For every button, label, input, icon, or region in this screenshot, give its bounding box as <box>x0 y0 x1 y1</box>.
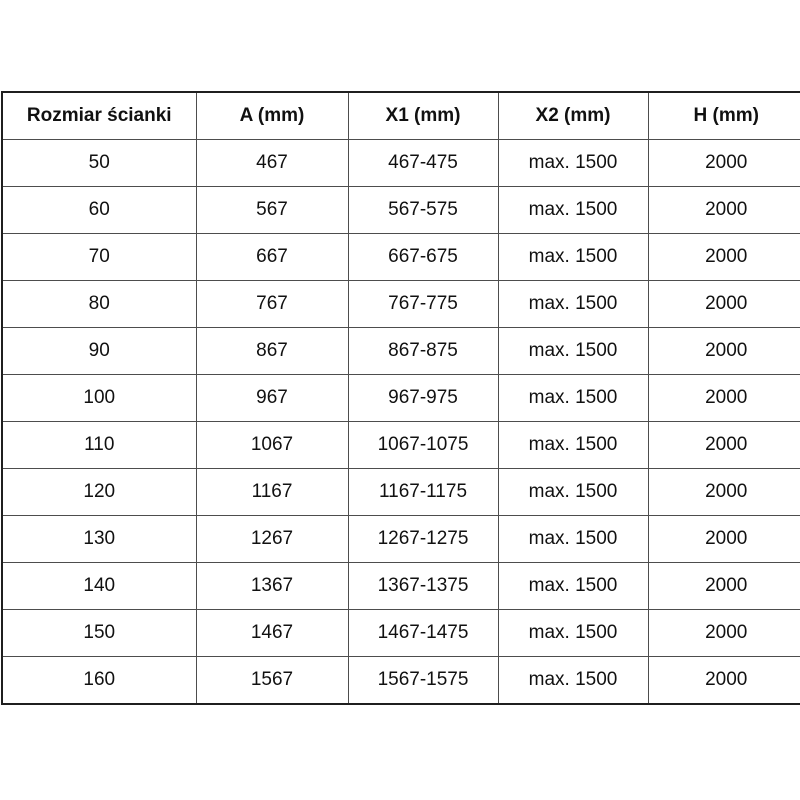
table-cell: 2000 <box>648 422 800 469</box>
table-cell: 867 <box>196 328 348 375</box>
table-cell: 110 <box>2 422 196 469</box>
table-cell: 767-775 <box>348 281 498 328</box>
table-cell: 2000 <box>648 328 800 375</box>
table-cell: 1267 <box>196 516 348 563</box>
table-cell: max. 1500 <box>498 140 648 187</box>
table-cell: max. 1500 <box>498 328 648 375</box>
table-cell: max. 1500 <box>498 187 648 234</box>
table-row <box>2 422 800 469</box>
table-cell: 567 <box>196 187 348 234</box>
table-cell: 1367-1375 <box>348 563 498 610</box>
table-cell: 2000 <box>648 375 800 422</box>
header-row <box>2 92 800 140</box>
table-cell: 2000 <box>648 563 800 610</box>
table-cell: max. 1500 <box>498 375 648 422</box>
table-cell: 60 <box>2 187 196 234</box>
column-header-h: H (mm) <box>648 92 800 140</box>
table-cell: 130 <box>2 516 196 563</box>
table-cell: 967-975 <box>348 375 498 422</box>
table-cell: 100 <box>2 375 196 422</box>
table-cell: 80 <box>2 281 196 328</box>
table-cell: 767 <box>196 281 348 328</box>
table-cell: 2000 <box>648 610 800 657</box>
table-row <box>2 657 800 705</box>
table-row <box>2 469 800 516</box>
table-cell: max. 1500 <box>498 281 648 328</box>
table-cell: 1367 <box>196 563 348 610</box>
table-cell: 1467 <box>196 610 348 657</box>
table-cell: 2000 <box>648 657 800 705</box>
table-cell: 70 <box>2 234 196 281</box>
table-cell: 467-475 <box>348 140 498 187</box>
table-cell: 1467-1475 <box>348 610 498 657</box>
table-row <box>2 375 800 422</box>
table-cell: 667-675 <box>348 234 498 281</box>
table-cell: 667 <box>196 234 348 281</box>
table-row <box>2 281 800 328</box>
column-header-x1: X1 (mm) <box>348 92 498 140</box>
table-cell: 2000 <box>648 281 800 328</box>
table-cell: 567-575 <box>348 187 498 234</box>
column-header-a: A (mm) <box>196 92 348 140</box>
table-cell: 1567 <box>196 657 348 705</box>
table-cell: 90 <box>2 328 196 375</box>
dimensions-table-wrap <box>1 91 800 705</box>
column-header-x2: X2 (mm) <box>498 92 648 140</box>
table-row <box>2 516 800 563</box>
table-cell: 120 <box>2 469 196 516</box>
table-row <box>2 610 800 657</box>
table-cell: 1167 <box>196 469 348 516</box>
table-body <box>2 140 800 705</box>
table-cell: max. 1500 <box>498 516 648 563</box>
table-cell: 1567-1575 <box>348 657 498 705</box>
table-cell: 1067-1075 <box>348 422 498 469</box>
dimensions-table <box>1 91 800 705</box>
table-cell: 867-875 <box>348 328 498 375</box>
table-cell: max. 1500 <box>498 234 648 281</box>
table-cell: max. 1500 <box>498 657 648 705</box>
table-row <box>2 234 800 281</box>
table-cell: 2000 <box>648 187 800 234</box>
table-cell: 2000 <box>648 516 800 563</box>
table-cell: 150 <box>2 610 196 657</box>
table-cell: max. 1500 <box>498 422 648 469</box>
table-cell: 1067 <box>196 422 348 469</box>
table-cell: 467 <box>196 140 348 187</box>
table-cell: 160 <box>2 657 196 705</box>
table-row <box>2 328 800 375</box>
column-header-size: Rozmiar ścianki <box>2 92 196 140</box>
table-cell: 967 <box>196 375 348 422</box>
table-cell: 1167-1175 <box>348 469 498 516</box>
table-row <box>2 140 800 187</box>
table-cell: max. 1500 <box>498 563 648 610</box>
table-cell: 1267-1275 <box>348 516 498 563</box>
table-row <box>2 187 800 234</box>
table-cell: 2000 <box>648 140 800 187</box>
table-cell: 2000 <box>648 234 800 281</box>
table-cell: max. 1500 <box>498 469 648 516</box>
table-cell: 50 <box>2 140 196 187</box>
table-row <box>2 563 800 610</box>
table-header <box>2 92 800 140</box>
table-cell: max. 1500 <box>498 610 648 657</box>
table-cell: 140 <box>2 563 196 610</box>
table-cell: 2000 <box>648 469 800 516</box>
